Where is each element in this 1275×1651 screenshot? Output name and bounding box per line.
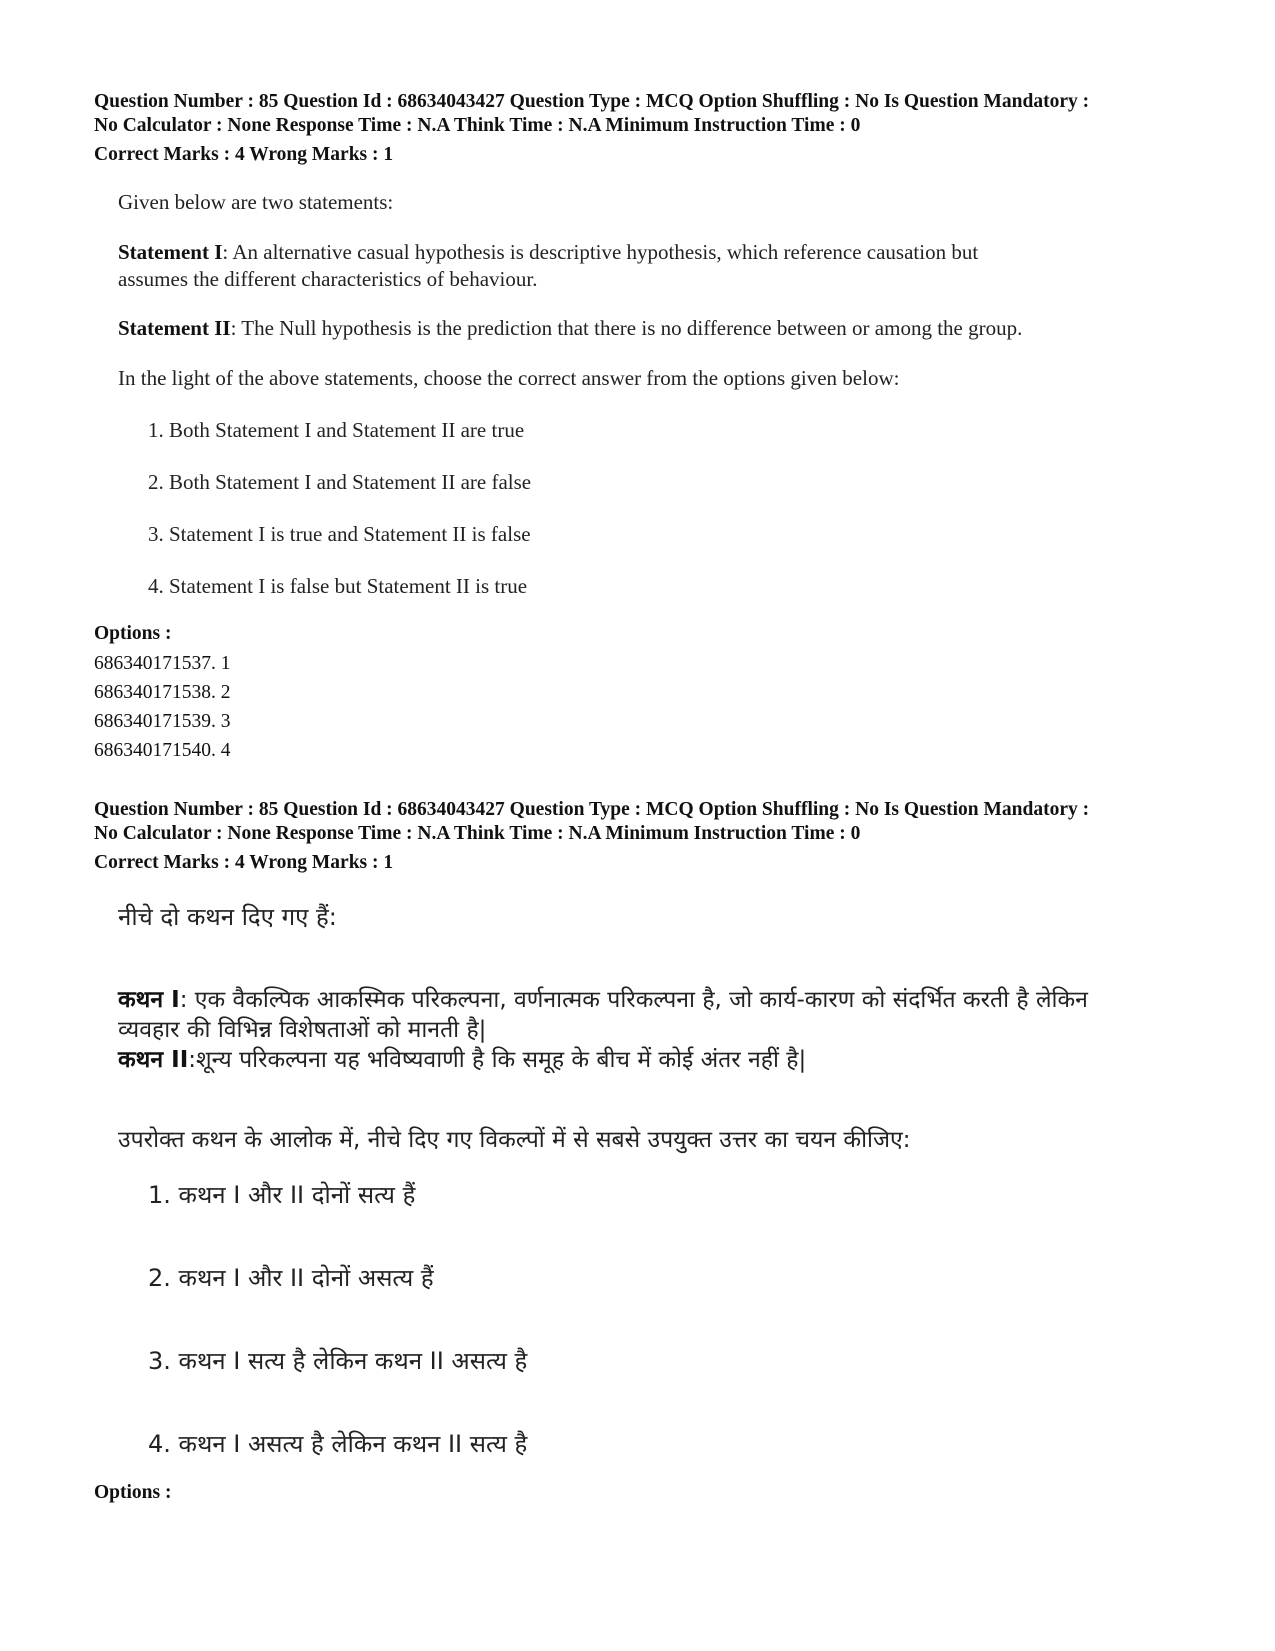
statement-1 xyxy=(118,240,978,265)
statement-2-label: Statement II xyxy=(118,316,231,340)
options-label-1: Options : xyxy=(94,623,172,644)
statement-2-label-hindi: कथन II xyxy=(118,1047,189,1073)
choice-3-hindi: 3. कथन I सत्य है लेकिन कथन II असत्य है xyxy=(148,1347,528,1375)
marks-line: Correct Marks : 4 Wrong Marks : 1 xyxy=(94,144,394,165)
question-instruction-hindi: उपरोक्त कथन के आलोक में, नीचे दिए गए विकल्पों में से सबसे उपयुक्त उत्तर का चयन कीजिए: xyxy=(118,1127,911,1153)
choice-4-hindi: 4. कथन I असत्य है लेकिन कथन II सत्य है xyxy=(148,1430,528,1458)
statement-1-hindi xyxy=(118,982,1088,1014)
statement-2 xyxy=(118,316,1022,341)
choice-2: 2. Both Statement I and Statement II are false xyxy=(148,470,532,494)
meta-line-2: No Calculator : None Response Time : N.A Think Time : N.A Minimum Instruction Time : 0 xyxy=(94,823,861,844)
statement-1-cont-hindi: व्यवहार की विभिन्न विशेषताओं को मानती है| xyxy=(118,1017,487,1043)
statement-2-hindi xyxy=(118,1042,806,1074)
choice-4: 4. Statement I is false but Statement II is true xyxy=(148,574,528,598)
statement-1-cont: assumes the different characteristics of behaviour. xyxy=(118,267,538,291)
question-meta-2 xyxy=(94,798,1214,875)
choice-2-hindi: 2. कथन I और II दोनों असत्य हैं xyxy=(148,1264,434,1292)
statement-2-text: : The Null hypothesis is the prediction that there is no difference between or among the group. xyxy=(230,316,1023,340)
statement-1-text-hindi: : एक वैकल्पिक आकस्मिक परिकल्पना, वर्णनात्मक परिकल्पना है, जो कार्य-कारण को संदर्भित करती है लेकिन xyxy=(179,987,1088,1013)
question-meta-1 xyxy=(94,90,1214,167)
question-intro: Given below are two statements: xyxy=(118,190,394,214)
option-id-item: 686340171537. 1 xyxy=(94,653,231,674)
statement-1-label-hindi: कथन I xyxy=(118,987,180,1013)
statement-1-text: : An alternative casual hypothesis is descriptive hypothesis, which reference causation but xyxy=(222,240,979,264)
meta-line-2: No Calculator : None Response Time : N.A Think Time : N.A Minimum Instruction Time : 0 xyxy=(94,115,861,136)
option-id-item: 686340171538. 2 xyxy=(94,682,231,703)
meta-line-1: Question Number : 85 Question Id : 68634043427 Question Type : MCQ Option Shuffling : No Is Question Mandatory : xyxy=(94,91,1090,112)
option-id-item: 686340171540. 4 xyxy=(94,740,231,761)
question-instruction: In the light of the above statements, choose the correct answer from the options given below: xyxy=(118,366,900,390)
choice-1-hindi: 1. कथन I और II दोनों सत्य हैं xyxy=(148,1181,416,1209)
options-label-2: Options : xyxy=(94,1482,172,1503)
choice-3: 3. Statement I is true and Statement II is false xyxy=(148,522,531,546)
option-id-item: 686340171539. 3 xyxy=(94,711,231,732)
question-intro-hindi: नीचे दो कथन दिए गए हैं: xyxy=(118,903,337,931)
statement-2-text-hindi: :शून्य परिकल्पना यह भविष्यवाणी है कि समूह के बीच में कोई अंतर नहीं है| xyxy=(188,1047,807,1073)
marks-line: Correct Marks : 4 Wrong Marks : 1 xyxy=(94,852,394,873)
meta-line-1: Question Number : 85 Question Id : 68634043427 Question Type : MCQ Option Shuffling : No Is Question Mandatory : xyxy=(94,799,1090,820)
choice-1: 1. Both Statement I and Statement II are true xyxy=(148,418,525,442)
statement-1-label: Statement I xyxy=(118,240,223,264)
option-id-list xyxy=(94,649,231,765)
